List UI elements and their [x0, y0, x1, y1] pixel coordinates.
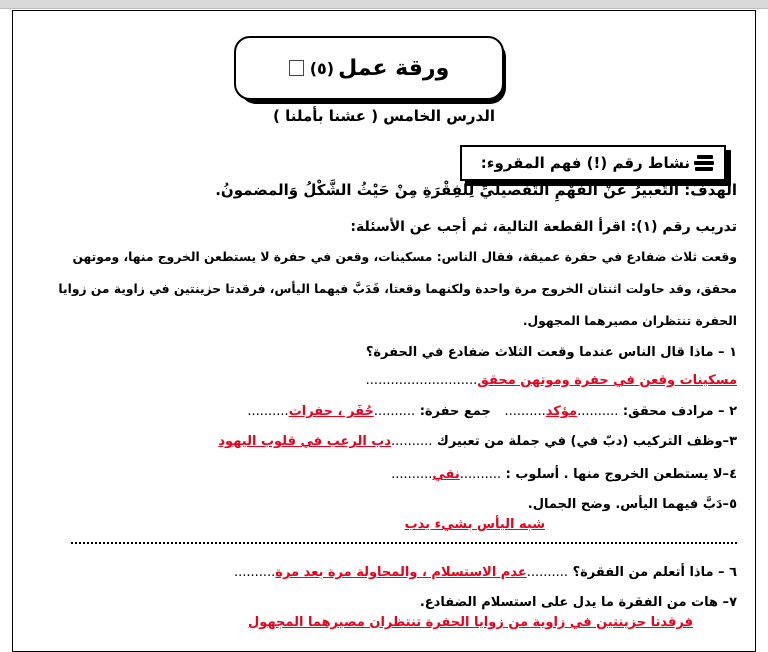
question-7: ٧– هات من الفقرة ما يدل على استسلام الضفادع.: [419, 595, 737, 610]
worksheet-page: [12, 10, 756, 652]
answer-7-wrap: [248, 615, 693, 630]
worksheet-number: (٥): [309, 58, 335, 78]
passage-line-3: الحفرة تنتظران مصيرهما المجهول.: [522, 314, 737, 328]
answer-5: شبه اليأس بشيء يدب: [404, 517, 545, 532]
question-4: [391, 467, 737, 482]
passage-line-2: محقق، وقد حاولت اثنتان الخروج مرة واحدة ولكنهما وقعتا، فَدَبَّ فيهما اليأس، فرقدتا حزينتين في زاوية من زوايا: [58, 282, 737, 296]
question-4-dots-b: ..........: [391, 467, 433, 482]
question-6-text: ٦ – ماذا أتعلم من الفقرة؟: [572, 565, 737, 580]
passage-line-1: وقعت ثلاث ضفادع في حفرة عميقة، فقال الناس: مسكينات، وقعن في حفرة لا يستطعن الخروج منها، وموتهن: [72, 250, 737, 264]
question-4-text: ٤–لا يستطعن الخروج منها . أسلوب :: [505, 467, 737, 482]
question-2-dots-b: ..........: [504, 404, 546, 419]
question-6: [234, 565, 737, 580]
activity-box: [460, 145, 726, 181]
answer-4: نفي: [432, 467, 460, 482]
checkbox-icon: [289, 60, 304, 76]
answer-1: مسكينات وقعن في حفرة وموتهن محقق: [477, 373, 737, 388]
question-2-dots-c: ..........: [373, 404, 416, 419]
question-5: ٥–دَبَّ فيهما اليأس. وضح الجمال.: [527, 497, 737, 512]
lesson-title: الدرس الخامس ( عشنا بأملنا ): [273, 107, 495, 125]
question-3-text: ٣–وظف التركيب (دبّ في) في جملة من تعبيرك: [436, 434, 737, 449]
question-2-dots-d: ..........: [247, 404, 289, 419]
question-4-dots-a: ..........: [459, 467, 502, 482]
goal-text: الهدفُ: التَّعبيرُ عنْ الفهْمِ التَّفْصيليِّ لِلفِقْرَةِ مِنْ حَيْثُ الشَّكْلُ وَالمضمونُ.: [215, 181, 737, 199]
worksheet-title: ورقة عمل: [338, 55, 450, 81]
question-6-dots-b: ..........: [233, 565, 276, 580]
question-3-dots-a: ..........: [391, 434, 433, 449]
window-top-strip: [0, 0, 768, 9]
answer-5-wrap: [405, 517, 545, 532]
answer-1-dots: ...........................: [365, 373, 478, 388]
answer-5-dotted-line: [71, 542, 737, 544]
answer-7: فرقدتا حزينتين في زاوية من زوايا الحفرة تنتظران مصيرهما المجهول: [248, 615, 693, 630]
question-2: [247, 404, 737, 419]
answer-6: عدم الاستسلام ، والمحاولة مرة بعد مرة: [275, 565, 527, 580]
answer-2-synonym: مؤكد: [545, 404, 578, 419]
title-box: [234, 36, 504, 100]
activity-heading: نشاط رقم (!) فهم المقروء:: [480, 154, 690, 172]
question-6-dots-a: ..........: [526, 565, 569, 580]
answer-1-line: [366, 373, 737, 388]
answer-2-plural: حُفَر ، حفرات: [288, 404, 374, 419]
question-2-synonym-label: ٢ – مرادف محقق:: [622, 404, 737, 419]
question-2-plural-label: جمع حفرة:: [419, 404, 491, 419]
question-3: [218, 434, 737, 449]
question-1: ١ – ماذا قال الناس عندما وقعت الثلاث ضفادع في الحفرة؟: [365, 345, 737, 360]
exercise-heading: تدريب رقم (١): اقرأ القطعة التالية، ثم أجب عن الأسئلة:: [350, 219, 737, 235]
books-icon: [694, 155, 714, 171]
question-2-dots-a: ..........: [577, 404, 619, 419]
answer-3: دب الرعب في قلوب اليهود: [218, 434, 392, 449]
